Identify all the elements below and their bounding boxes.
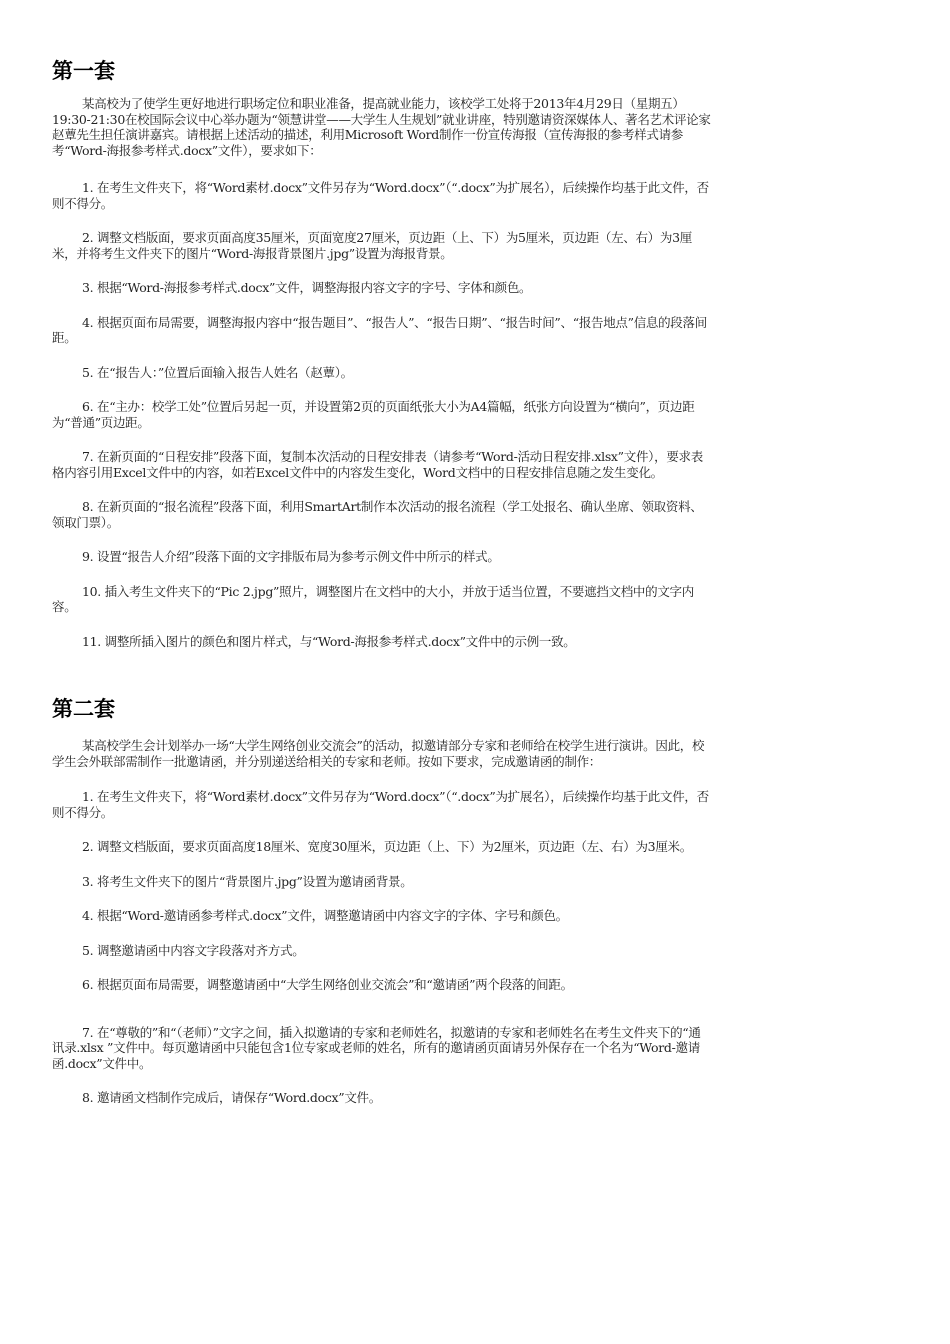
section-set-1 [52,58,712,649]
section-heading: 第一套 [52,58,115,83]
requirement-item: 9. 设置“报告人介绍”段落下面的文字排版布局为参考示例文件中所示的样式。 [82,549,500,564]
requirement-item: 2. 调整文档版面，要求页面高度18厘米、宽度30厘米，页边距（上、下）为2厘米，页边距（左、右）为3厘米。 [82,839,692,854]
requirement-item: 4. 根据页面布局需要，调整海报内容中“报告题目”、“报告人”、“报告日期”、“报告时间”、“报告地点”信息的段落间距。 [52,314,707,345]
requirement-item: 5. 在“报告人：”位置后面输入报告人姓名（赵蕈）。 [82,364,353,380]
section-heading: 第二套 [52,696,115,721]
requirement-item: 1. 在考生文件夹下，将“Word素材.docx”文件另存为“Word.docx”（“.docx”为扩展名），后续操作均基于此文件，否则不得分。 [52,180,709,211]
requirement-item: 6. 根据页面布局需要，调整邀请函中“大学生网络创业交流会”和“邀请函”两个段落的间距。 [82,977,573,992]
requirement-item: 3. 根据“Word-海报参考样式.docx”文件，调整海报内容文字的字号、字体和颜色。 [82,280,532,295]
requirement-item: 3. 将考生文件夹下的图片“背景图片.jpg”设置为邀请函背景。 [82,873,413,889]
requirement-item: 7. 在新页面的“日程安排”段落下面，复制本次活动的日程安排表（请参考“Word-活动日程安排.xlsx”文件），要求表格内容引用Excel文件中的内容，如若Excel文件中的内容发生变化，Word文档中的日程安排信息随之发生变化。 [52,449,703,480]
requirement-item: 5. 调整邀请函中内容文字段落对齐方式。 [82,942,305,958]
requirement-item: 1. 在考生文件夹下，将“Word素材.docx”文件另存为“Word.docx”（“.docx”为扩展名），后续操作均基于此文件，否则不得分。 [52,789,709,820]
intro-paragraph: 某高校学生会计划举办一场“大学生网络创业交流会”的活动，拟邀请部分专家和老师给在校学生进行演讲。因此，校学生会外联部需制作一批邀请函，并分别递送给相关的专家和老师。按如下要求，完成邀请函的制作： [52,738,705,769]
intro-paragraph: 某高校为了使学生更好地进行职场定位和职业准备，提高就业能力，该校学工处将于2013年4月29日（星期五）19:30-21:30在校国际会议中心举办题为“领慧讲堂——大学生人生规划”就业讲座，特别邀请资深媒体人、著名艺术评论家赵蕈先生担任演讲嘉宾。请根据上述活动的描述，利用Microsoft Word制作一份宣传海报（宣传海报的参考样式请参考“Word-海报参考样式.docx”文件），要求如下： [52,96,711,158]
section-set-2 [52,696,712,1106]
requirement-item: 4. 根据“Word-邀请函参考样式.docx”文件，调整邀请函中内容文字的字体、字号和颜色。 [82,908,568,923]
requirement-item: 8. 在新页面的“报名流程”段落下面，利用SmartArt制作本次活动的报名流程（学工处报名、确认坐席、领取资料、领取门票）。 [52,499,703,530]
requirement-item: 2. 调整文档版面，要求页面高度35厘米，页面宽度27厘米，页边距（上、下）为5厘米，页边距（左、右）为3厘米，并将考生文件夹下的图片“Word-海报背景图片.jpg”设置为海报背景。 [52,230,692,261]
requirement-item: 11. 调整所插入图片的颜色和图片样式，与“Word-海报参考样式.docx”文件中的示例一致。 [82,633,576,649]
requirement-item: 10. 插入考生文件夹下的“Pic 2.jpg”照片，调整图片在文档中的大小，并放于适当位置，不要遮挡文档中的文字内容。 [52,583,694,614]
requirement-item: 8. 邀请函文档制作完成后，请保存“Word.docx”文件。 [82,1090,381,1105]
requirement-item: 7. 在“尊敬的”和“（老师）”文字之间，插入拟邀请的专家和老师姓名，拟邀请的专家和老师姓名在考生文件夹下的“通讯录.xlsx ”文件中。每页邀请函中只能包含1位专家或老师的姓名，所有的邀请函页面请另外保存在一个名为“Word-邀请函.docx”文件中。 [52,1024,701,1071]
requirement-item: 6. 在“主办：校学工处”位置后另起一页，并设置第2页的页面纸张大小为A4篇幅，纸张方向设置为“横向”，页边距为“普通”页边距。 [52,399,695,430]
